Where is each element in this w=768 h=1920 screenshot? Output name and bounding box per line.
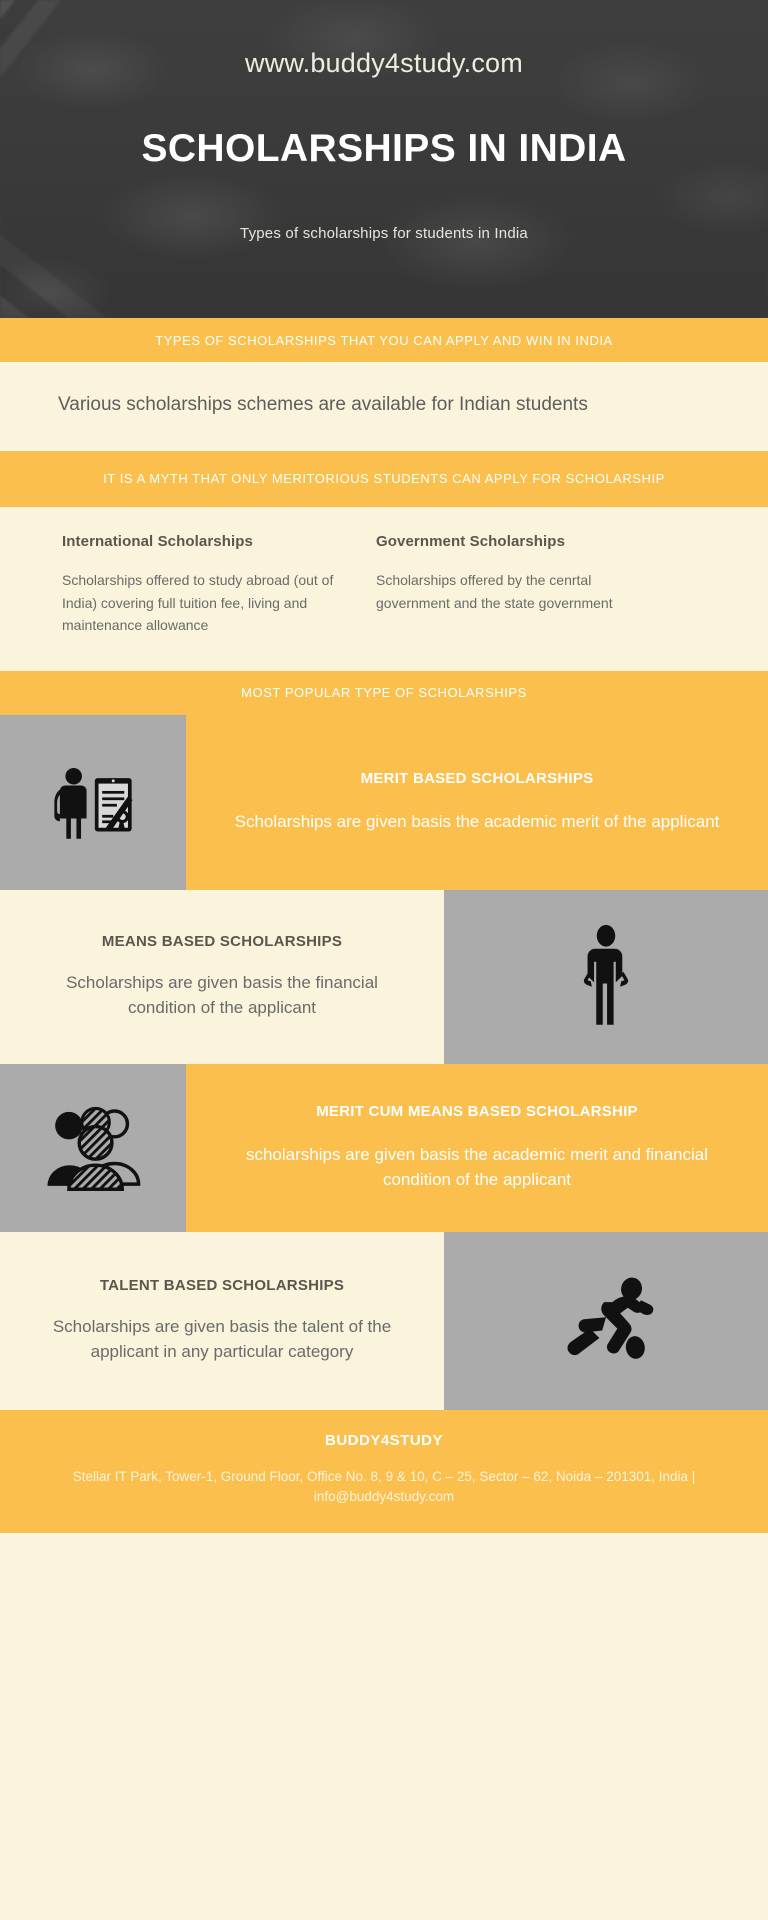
card-description: scholarships are given basis the academic merit and financial condition of the applicant: [245, 1144, 709, 1190]
footer-address: Stellar IT Park, Tower-1, Ground Floor, Office No. 8, 9 & 10, C – 25, Sector – 62, Noida – 201301, India | info@buddy4study.com: [72, 1468, 696, 1505]
student-certificate-icon: [47, 756, 139, 848]
card-description: Scholarships are given basis the academic merit of the applicant: [234, 812, 720, 832]
card-merit-cum-means-based: [0, 1064, 768, 1232]
card-title: TALENT BASED SCHOLARSHIPS: [99, 1276, 345, 1294]
card-title: MERIT BASED SCHOLARSHIPS: [360, 770, 594, 788]
group-of-people-icon: [45, 1105, 141, 1191]
banner-most-popular: MOST POPULAR TYPE OF SCHOLARSHIPS: [0, 671, 768, 715]
hero-section: [0, 0, 768, 318]
category-title: International Scholarships: [62, 532, 253, 550]
running-athlete-icon: [554, 1273, 658, 1369]
card-icon-panel: [0, 715, 186, 890]
category-international: [62, 533, 348, 637]
card-icon-panel: [444, 890, 768, 1064]
card-title: MEANS BASED SCHOLARSHIPS: [101, 932, 343, 950]
person-empty-pockets-icon: [568, 922, 644, 1032]
card-description: Scholarships are given basis the talent of the applicant in any particular category: [52, 1316, 392, 1362]
category-body: Scholarships offered to study abroad (out of India) covering full tuition fee, living and maintenance allowance: [62, 571, 334, 634]
category-government: [376, 533, 644, 637]
card-means-based: [0, 890, 768, 1064]
page-subtitle: Types of scholarships for students in India: [240, 225, 528, 242]
category-title: Government Scholarships: [376, 532, 566, 550]
scholarship-categories-section: [0, 507, 768, 671]
card-icon-panel: [444, 1232, 768, 1410]
banner-myth: IT IS A MYTH THAT ONLY MERITORIOUS STUDENTS CAN APPLY FOR SCHOLARSHIP: [0, 451, 768, 507]
category-body: Scholarships offered by the cenrtal government and the state government: [376, 571, 613, 611]
page-title: SCHOLARSHIPS IN INDIA: [141, 127, 627, 170]
intro-text: Various scholarships schemes are available for Indian students: [58, 394, 588, 415]
card-talent-based: [0, 1232, 768, 1410]
card-title: MERIT CUM MEANS BASED SCHOLARSHIP: [316, 1102, 638, 1120]
card-icon-panel: [0, 1064, 186, 1232]
intro-section: [0, 362, 768, 451]
card-merit-based: [0, 715, 768, 890]
card-description: Scholarships are given basis the financial condition of the applicant: [66, 972, 378, 1018]
banner-types-of-scholarships: TYPES OF SCHOLARSHIPS THAT YOU CAN APPLY AND WIN IN INDIA: [0, 318, 768, 362]
footer: [0, 1410, 768, 1534]
footer-brand: BUDDY4STUDY: [324, 1431, 443, 1449]
site-url: www.buddy4study.com: [245, 48, 523, 78]
